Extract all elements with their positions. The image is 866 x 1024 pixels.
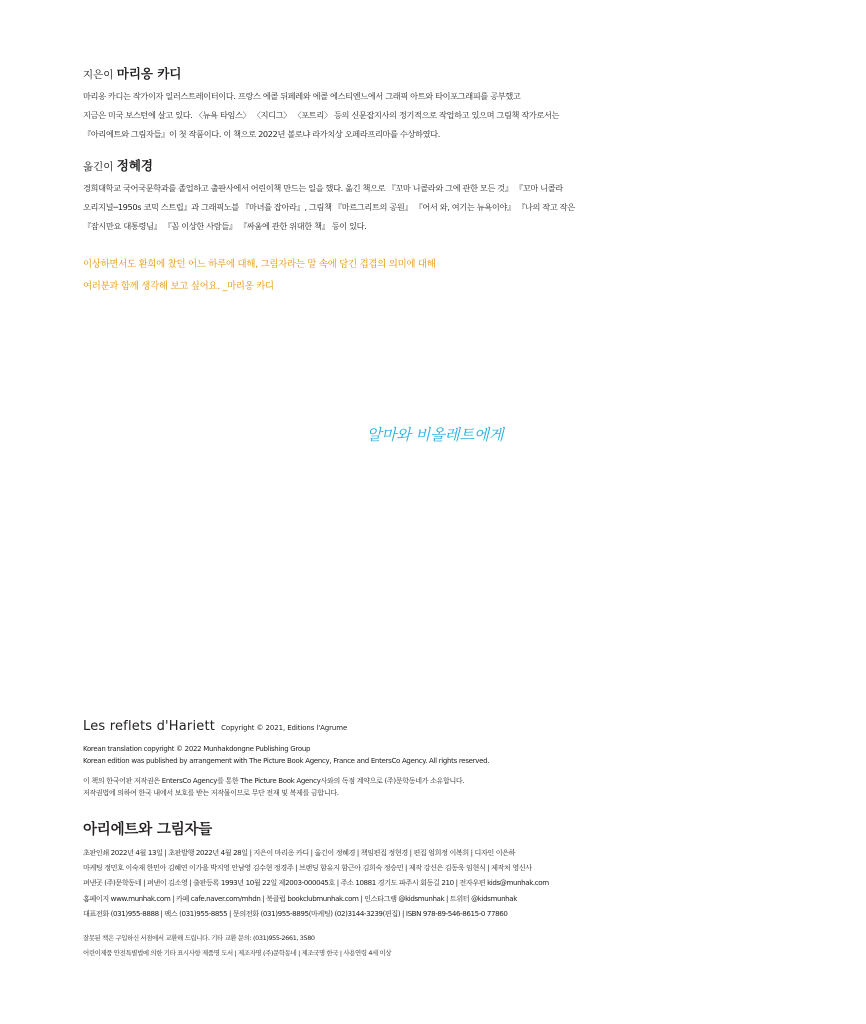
original-title-row [83, 715, 653, 734]
credit-line: 마케팅 정민호 이숙재 한민아 김혜연 이가을 박지영 안남영 김수현 정경주 | 브랜딩 함유지 함근아 김희숙 정승민 | 제작 강신은 김동욱 임현식 | 제작처 영신사 [83, 863, 532, 873]
original-title: Les reflets d'Hariett [83, 719, 216, 734]
translator-section [83, 159, 653, 236]
original-copyright: Copyright © 2021, Editions l'Agrume [221, 724, 348, 732]
book-title: 아리에트와 그림자들 [83, 822, 213, 838]
author-role: 지은이 [83, 69, 114, 81]
author-bio-line: 지금은 미국 보스턴에 살고 있다. 〈뉴욕 타임스〉 〈지디그〉 〈포트리〉 등의 신문잡지사의 정기적으로 작업하고 있으며 그림책 작가로서는 [83, 110, 560, 120]
credit-line: 초판인쇄 2022년 4월 13일 | 초판발행 2022년 4월 28일 | 지은이 마리옹 카디 | 옮긴이 정혜경 | 책임편집 정현경 | 편집 엄희정 이복희 | 디자인 이은하 [83, 848, 516, 857]
translator-heading [83, 159, 653, 174]
author-heading [83, 67, 653, 82]
author-bio-line: 『아리에트와 그림자들』이 첫 작품이다. 이 책으로 2022년 볼로냐 라가치상 오페라프리마를 수상하였다. [83, 129, 440, 139]
translator-name: 정혜경 [116, 158, 154, 173]
translator-bio-line: 경희대학교 국어국문학과를 졸업하고 출판사에서 어린이책 만드는 일을 했다. 옮긴 책으로 『꼬마 니콜라와 그에 관한 모든 것』 『꼬마 니콜라 [83, 183, 563, 193]
quote-line: 여러분과 함께 생각해 보고 싶어요. _마리옹 카디 [83, 281, 274, 292]
author-quote [83, 254, 653, 298]
translator-bio-line: 『잠시만요 대통령님』 『꼼 이상한 사람들』 『싸움에 관한 위대한 책』 등이 있다. [83, 221, 367, 231]
korean-copyright-line: 저작권법에 의하여 한국 내에서 보호를 받는 저작물이므로 무단 전재 및 복제를 금합니다. [83, 789, 339, 797]
translator-bio-line: 오리지널─1950s 코믹 스트립』과 그래픽노블 『마녀를 잡아라』, 그림책 『마르그리트의 공원』 『어서 와, 여기는 뉴욕이야』 『나의 작고 작은 [83, 202, 575, 212]
author-name: 마리옹 카디 [116, 66, 182, 81]
english-copyright-line: Korean edition was published by arrangement with The Picture Book Agency, France and EntersCo Agency. All rights reserved. [83, 757, 490, 765]
credit-line: 펴낸곳 (주)문학동네 | 펴낸이 김소영 | 출판등록 1993년 10월 22일 제2003-000045호 | 주소 10881 경기도 파주시 회동길 210 | 전자우편 kids@munhak.com [83, 878, 549, 888]
korean-copyright-line: 이 책의 한국어판 저작권은 EntersCo Agency를 통한 The Picture Book Agency사와의 독점 계약으로 (주)문학동네가 소유합니다. [83, 777, 465, 785]
dedication: 알마와 비올레트에게 [366, 426, 504, 444]
author-bio-line: 마리옹 카디는 작가이자 일러스트레이터이다. 프랑스 에콜 뒤페레와 에콜 에스티엔느에서 그래픽 아트와 타이포그래피를 공부했고 [83, 91, 521, 101]
author-section [83, 67, 653, 144]
english-copyright-line: Korean translation copyright © 2022 Munhakdongne Publishing Group [83, 745, 311, 753]
notice-line: 어린이제품 안전특별법에 의한 기타 표시사항 제품명 도서 | 제조자명 (주)문학동네 | 제조국명 한국 | 사용연령 4세 이상 [83, 949, 392, 958]
colophon [83, 818, 653, 961]
credit-line: 대표전화 (031)955-8888 | 팩스 (031)955-8855 | 문의전화 (031)955-8895(마케팅) (02)3144-3239(편집) | ISBN 978-89-546-8615-0 77860 [83, 908, 508, 918]
original-edition-block [83, 715, 653, 799]
translator-role: 옮긴이 [83, 161, 114, 173]
credit-line: 홈페이지 www.munhak.com | 카페 cafe.naver.com/mhdn | 북클럽 bookclubmunhak.com | 인스타그램 @kidsmunhak | 트위터 @kidsmunhak [83, 893, 517, 903]
quote-line: 이상하면서도 환희에 찼던 어느 하루에 대해, 그림자라는 말 속에 담긴 겹겹의 의미에 대해 [83, 259, 436, 270]
notice-line: 잘못된 책은 구입하신 서점에서 교환해 드립니다. 기타 교환 문의: (031)955-2661, 3580 [83, 934, 315, 943]
